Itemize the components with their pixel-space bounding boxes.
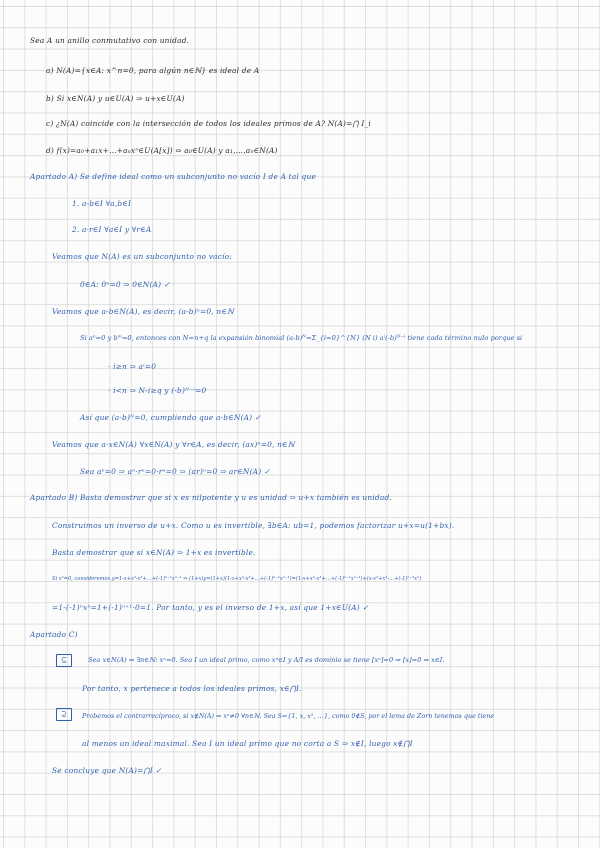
apartado-a-line-1: Veamos que N(A) es un subconjunto no vacío:	[52, 252, 232, 261]
apartado-b-line-3: Si xⁿ=0, consideremos y=1-x+x²-x³+…+(-1)ⁿ⁻¹xⁿ⁻¹ ⇒ (1+x)y=(1+x)(1-x+x²-x³+…+(-1)ⁿ⁻¹xⁿ⁻¹)=(1-x+x²-x³+…+(-1)ⁿ⁻¹xⁿ⁻¹)+(x-x²+x³-…+(-1)ⁿ⁻²xⁿ)	[52, 576, 422, 582]
apartado-a-line-8: Veamos que a·x∈N(A) ∀x∈N(A) y ∀r∈A, es decir, (ax)ⁿ=0, n∈ℕ	[52, 440, 295, 449]
statement-item-c: c) ¿N(A) coincide con la intersección de todos los ideales primos de A? N(A)=⋂ I_i	[46, 119, 371, 128]
statement-intro: Sea A un anillo conmutativo con unidad.	[30, 36, 190, 45]
apartado-b-line-1: Construimos un inverso de u+x. Como u es invertible, ∃b∈A: ub=1, podemos factorizar u+x=u(1+bx).	[52, 521, 455, 530]
apartado-a-line-9: Sea aⁿ=0 ⇒ aⁿ·rⁿ=0·rⁿ=0 ⇒ (ar)ⁿ=0 ⇒ ar∈N(A) ✓	[80, 467, 271, 476]
apartado-a-line-2: 0∈A: 0ⁿ=0 ⇒ 0∈N(A) ✓	[80, 280, 171, 289]
apartado-b-header: Apartado B) Basta demostrar que si x es nilpotente y u es unidad ⇒ u+x también es unidad.	[30, 493, 392, 502]
apartado-a-line-5: · i≥n ⇒ aⁱ=0	[108, 362, 157, 371]
superset-box-mark	[56, 708, 72, 721]
subset-symbol: ⊆	[61, 656, 67, 664]
apartado-b-line-2: Basta demostrar que si x∈N(A) ⇒ 1+x es invertible.	[52, 548, 256, 557]
statement-item-b: b) Si x∈N(A) y u∈U(A) ⇒ u+x∈U(A)	[46, 94, 185, 103]
apartado-a-header: Apartado A) Se define ideal como un subconjunto no vacío I de A tal que	[30, 172, 317, 181]
apartado-c-line-3: Probemos el contrarrecíproco, si x∉N(A) ⇒ xⁿ≠0 ∀n∈ℕ. Sea S={1, x, x², …}, como 0∉S, por el lema de Zorn tenemos que tiene	[82, 712, 495, 720]
apartado-c-conclusion: Se concluye que N(A)=⋂I ✓	[52, 766, 162, 775]
apartado-a-line-3: Veamos que a-b∈N(A), es decir, (a-b)ⁿ=0, n∈ℕ	[52, 307, 234, 316]
apartado-c-header: Apartado C)	[30, 630, 78, 639]
ideal-condition-2: 2. a·r∈I ∀a∈I y ∀r∈A	[72, 225, 152, 234]
apartado-b-line-4: =1-(-1)ⁿxⁿ=1+(-1)ⁿ⁺¹·0=1. Por tanto, y es el inverso de 1+x, así que 1+x∈U(A) ✓	[52, 603, 369, 612]
subset-box-mark	[56, 654, 72, 667]
apartado-a-line-7: Así que (a-b)ᴺ=0, cumpliendo que a-b∈N(A) ✓	[80, 413, 262, 422]
apartado-a-line-6: · i<n ⇒ N-i≥q y (-b)ᴺ⁻ⁱ=0	[108, 386, 207, 395]
statement-item-a: a) N(A)={x∈A: x^n=0, para algún n∈ℕ} es ideal de A	[46, 66, 260, 75]
apartado-c-line-1: Sea x∈N(A) ⇒ ∃n∈ℕ: xⁿ=0. Sea I un ideal primo, como xⁿ∈I y A/I es dominio se tiene [xⁿ]=0 ⇒ [x]=0 ⇒ x∈I.	[88, 656, 445, 664]
apartado-c-line-2: Por tanto, x pertenece a todos los ideales primos, x∈⋂I.	[82, 684, 302, 693]
apartado-a-line-4: Si aⁿ=0 y bᵐ=0, entonces con N=n+q la expansión binomial (a-b)ᴺ=Σ_{i=0}^{N} (N i) aⁱ(-b)ᴺ⁻ⁱ tiene cada término nulo porque si	[80, 334, 523, 342]
ideal-condition-1: 1. a-b∈I ∀a,b∈I	[72, 199, 132, 208]
superset-symbol: ⊇	[61, 710, 67, 718]
statement-item-d: d) f(x)=a₀+a₁x+…+aₙxⁿ∈U(A[x]) ⇔ a₀∈U(A) y a₁,…,aₙ∈N(A)	[46, 146, 278, 155]
apartado-c-line-4: al menos un ideal maximal. Sea I un ideal primo que no corta a S ⇒ x∉I, luego x∉⋂I	[82, 739, 413, 748]
